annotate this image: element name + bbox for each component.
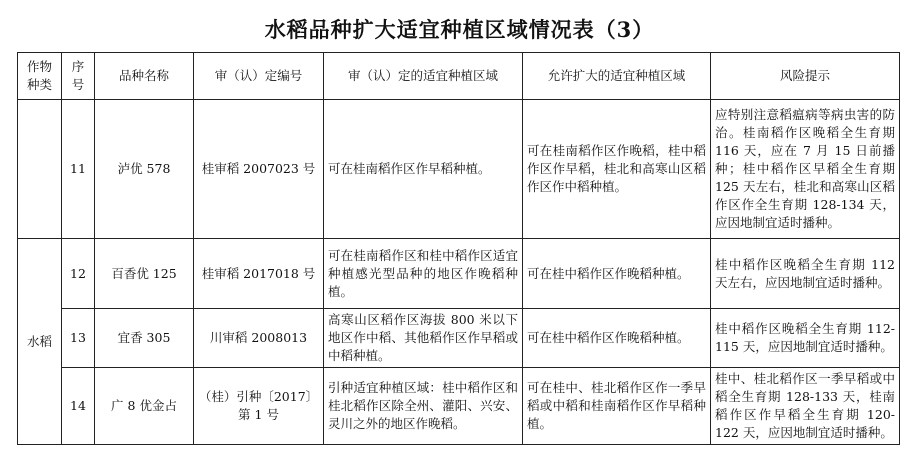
header-variety: 品种名称 (95, 53, 194, 100)
cert-no: （桂）引种〔2017〕 第 1 号 (194, 368, 324, 445)
table-row (18, 309, 900, 368)
header-row (18, 53, 900, 100)
cert-no: 川审稻 2008013 (194, 309, 324, 368)
table-row (18, 239, 900, 309)
approved-region: 可在桂南稻作区作早稻种植。 (324, 100, 523, 239)
row-no: 13 (62, 309, 95, 368)
page-title: 水稻品种扩大适宜种植区域情况表（3） (264, 17, 655, 42)
variety-name: 宜香 305 (95, 309, 194, 368)
crop-type-cell-empty (18, 100, 62, 239)
variety-name: 广 8 优金占 (95, 368, 194, 445)
header-expanded-region: 允许扩大的适宜种植区域 (523, 53, 711, 100)
risk-note: 桂中稻作区晚稻全生育期 112 天左右，应因地制宜适时播种。 (711, 239, 900, 309)
variety-name: 百香优 125 (95, 239, 194, 309)
header-approved-region: 审（认）定的适宜种植区域 (324, 53, 523, 100)
crop-type: 水稻 (18, 239, 62, 445)
variety-table (17, 52, 900, 445)
row-no: 11 (62, 100, 95, 239)
expanded-region: 可在桂中稻作区作晚稻种植。 (523, 309, 711, 368)
expanded-region: 可在桂中、桂北稻作区作一季早稻或中稻和桂南稻作区作早稻种植。 (523, 368, 711, 445)
header-risk: 风险提示 (711, 53, 900, 100)
table-row (18, 368, 900, 445)
cert-no: 桂审稻 2007023 号 (194, 100, 324, 239)
approved-region: 引种适宜种植区域：桂中稻作区和桂北稻作区除全州、灌阳、兴安、灵川之外的地区作晚稻。 (324, 368, 523, 445)
risk-note: 桂中稻作区晚稻全生育期 112-115 天，应因地制宜适时播种。 (711, 309, 900, 368)
approved-region: 高寒山区稻作区海拔 800 米以下地区作中稻、其他稻作区作早稻或中稻种植。 (324, 309, 523, 368)
row-no: 12 (62, 239, 95, 309)
expanded-region: 可在桂南稻作区作晚稻，桂中稻作区作早稻，桂北和高寒山区稻作区作中稻种植。 (523, 100, 711, 239)
variety-name: 泸优 578 (95, 100, 194, 239)
expanded-region: 可在桂中稻作区作晚稻种植。 (523, 239, 711, 309)
header-cert-no: 审（认）定编号 (194, 53, 324, 100)
table-row (18, 100, 900, 239)
approved-region: 可在桂南稻作区和桂中稻作区适宜种植感光型品种的地区作晚稻种植。 (324, 239, 523, 309)
header-crop-type: 作物 种类 (18, 53, 62, 100)
risk-note: 桂中、桂北稻作区一季早稻或中稻全生育期 128-133 天，桂南稻作区作早稻全生育期 120-122 天，应因地制宜适时播种。 (711, 368, 900, 445)
risk-note: 应特别注意稻瘟病等病虫害的防治。桂南稻作区晚稻全生育期 116 天，应在 7 月 15 日前播种；桂中稻作区早稻全生育期 125 天左右，桂北和高寒山区稻作区作全生育期 128-134 天，应因地制宜适时播种。 (711, 100, 900, 239)
cert-no: 桂审稻 2017018 号 (194, 239, 324, 309)
row-no: 14 (62, 368, 95, 445)
header-no: 序 号 (62, 53, 95, 100)
